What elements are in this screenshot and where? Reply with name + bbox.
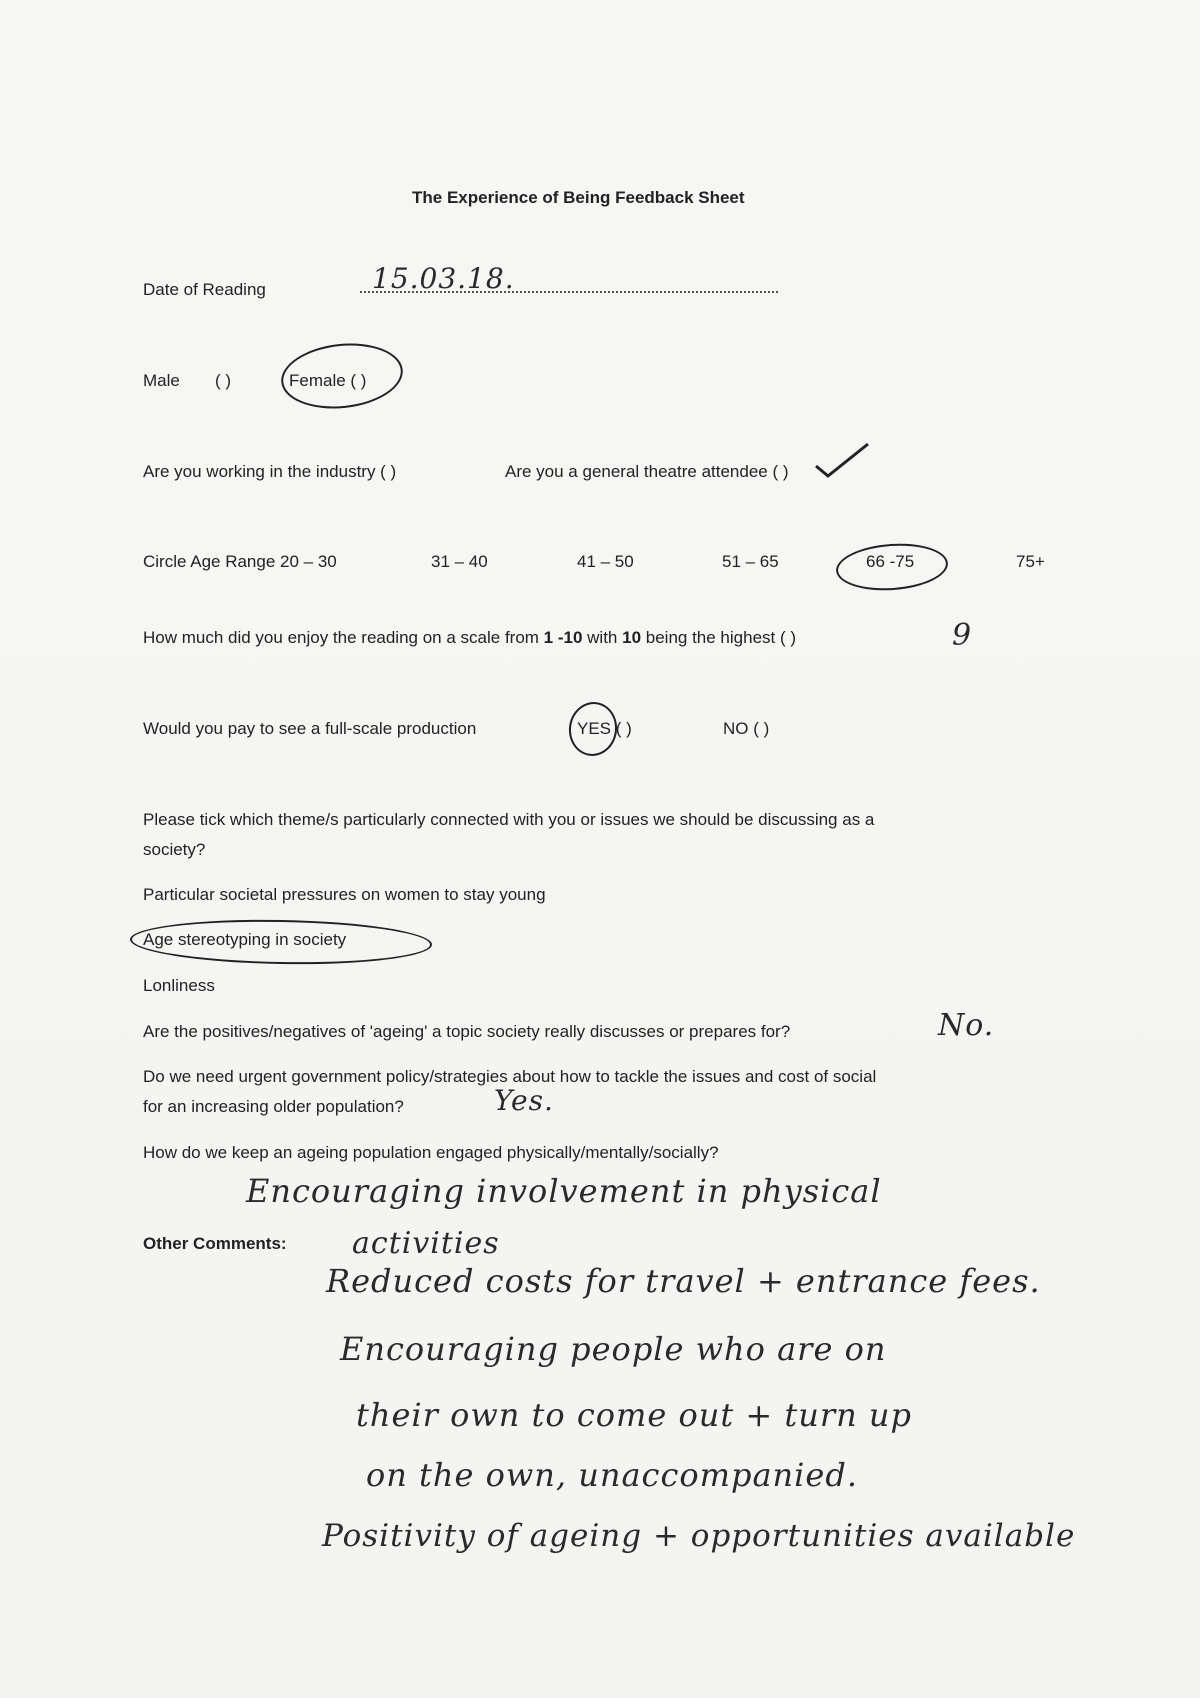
age-option-31-40[interactable]: 31 – 40 — [431, 552, 488, 571]
female-option[interactable]: Female ( ) — [289, 371, 367, 390]
enjoy-question-text: How much did you enjoy the reading on a scale from — [143, 628, 544, 647]
theme-societal-pressures[interactable]: Particular societal pressures on women to stay young — [143, 885, 546, 904]
attendee-question[interactable]: Are you a general theatre attendee ( ) — [505, 462, 789, 481]
age-range-label: Circle Age Range 20 – 30 — [143, 552, 337, 571]
age-option-51-65[interactable]: 51 – 65 — [722, 552, 779, 571]
comments-label: Other Comments: — [143, 1234, 287, 1253]
date-value[interactable]: 15.03.18. — [372, 262, 515, 295]
enjoy-answer[interactable]: 9 — [952, 618, 973, 653]
pay-question: Would you pay to see a full-scale production — [143, 719, 477, 738]
date-label: Date of Reading — [143, 280, 266, 299]
comment-line-2[interactable]: activities — [352, 1226, 500, 1261]
form-title: The Experience of Being Feedback Sheet — [412, 188, 745, 207]
age-option-41-50[interactable]: 41 – 50 — [577, 552, 634, 571]
age-circle-mark — [835, 540, 950, 594]
policy-question-cont: for an increasing older population? — [143, 1097, 404, 1116]
male-label: Male — [143, 371, 180, 390]
policy-answer[interactable]: Yes. — [494, 1084, 554, 1117]
themes-intro-cont: society? — [143, 840, 206, 859]
theme-circle-mark — [130, 917, 433, 966]
theme-age-stereotyping[interactable]: Age stereotyping in society — [143, 930, 347, 949]
male-checkbox[interactable]: ( ) — [215, 371, 232, 390]
comment-line-4[interactable]: Encouraging people who are on — [340, 1330, 887, 1368]
no-option[interactable]: NO ( ) — [723, 719, 770, 738]
theme-lonliness[interactable]: Lonliness — [143, 976, 215, 995]
tick-mark-icon — [812, 440, 872, 482]
ageing-question: Are the positives/negatives of 'ageing' a topic society really discusses or prepares for? — [143, 1022, 791, 1041]
enjoy-top-score: 10 — [622, 628, 642, 647]
industry-question[interactable]: Are you working in the industry ( ) — [143, 462, 397, 481]
engage-question: How do we keep an ageing population engaged physically/mentally/socially? — [143, 1143, 719, 1162]
policy-question: Do we need urgent government policy/strategies about how to tackle the issues and cost of social — [143, 1067, 877, 1086]
comment-line-5[interactable]: their own to come out + turn up — [356, 1396, 913, 1434]
comment-line-7[interactable]: Positivity of ageing + opportunities available — [322, 1518, 1076, 1554]
yes-option[interactable]: YES ( ) — [577, 719, 632, 738]
comment-line-6[interactable]: on the own, unaccompanied. — [366, 1456, 858, 1494]
comment-line-3[interactable]: Reduced costs for travel + entrance fees. — [326, 1262, 1041, 1300]
enjoy-scale: 1 -10 — [543, 628, 583, 647]
enjoy-question-text-2: with — [582, 628, 623, 647]
enjoy-question-text-3: being the highest ( ) — [641, 628, 797, 647]
themes-intro: Please tick which theme/s particularly connected with you or issues we should be discussing as a — [143, 810, 875, 829]
enjoy-question — [143, 628, 796, 648]
ageing-answer[interactable]: No. — [938, 1008, 995, 1043]
yes-circle-mark — [565, 699, 620, 759]
comment-line-1[interactable]: Encouraging involvement in physical — [246, 1172, 882, 1210]
age-option-75-plus[interactable]: 75+ — [1016, 552, 1045, 571]
age-option-66-75[interactable]: 66 -75 — [866, 552, 915, 571]
female-circle-mark — [278, 338, 406, 414]
